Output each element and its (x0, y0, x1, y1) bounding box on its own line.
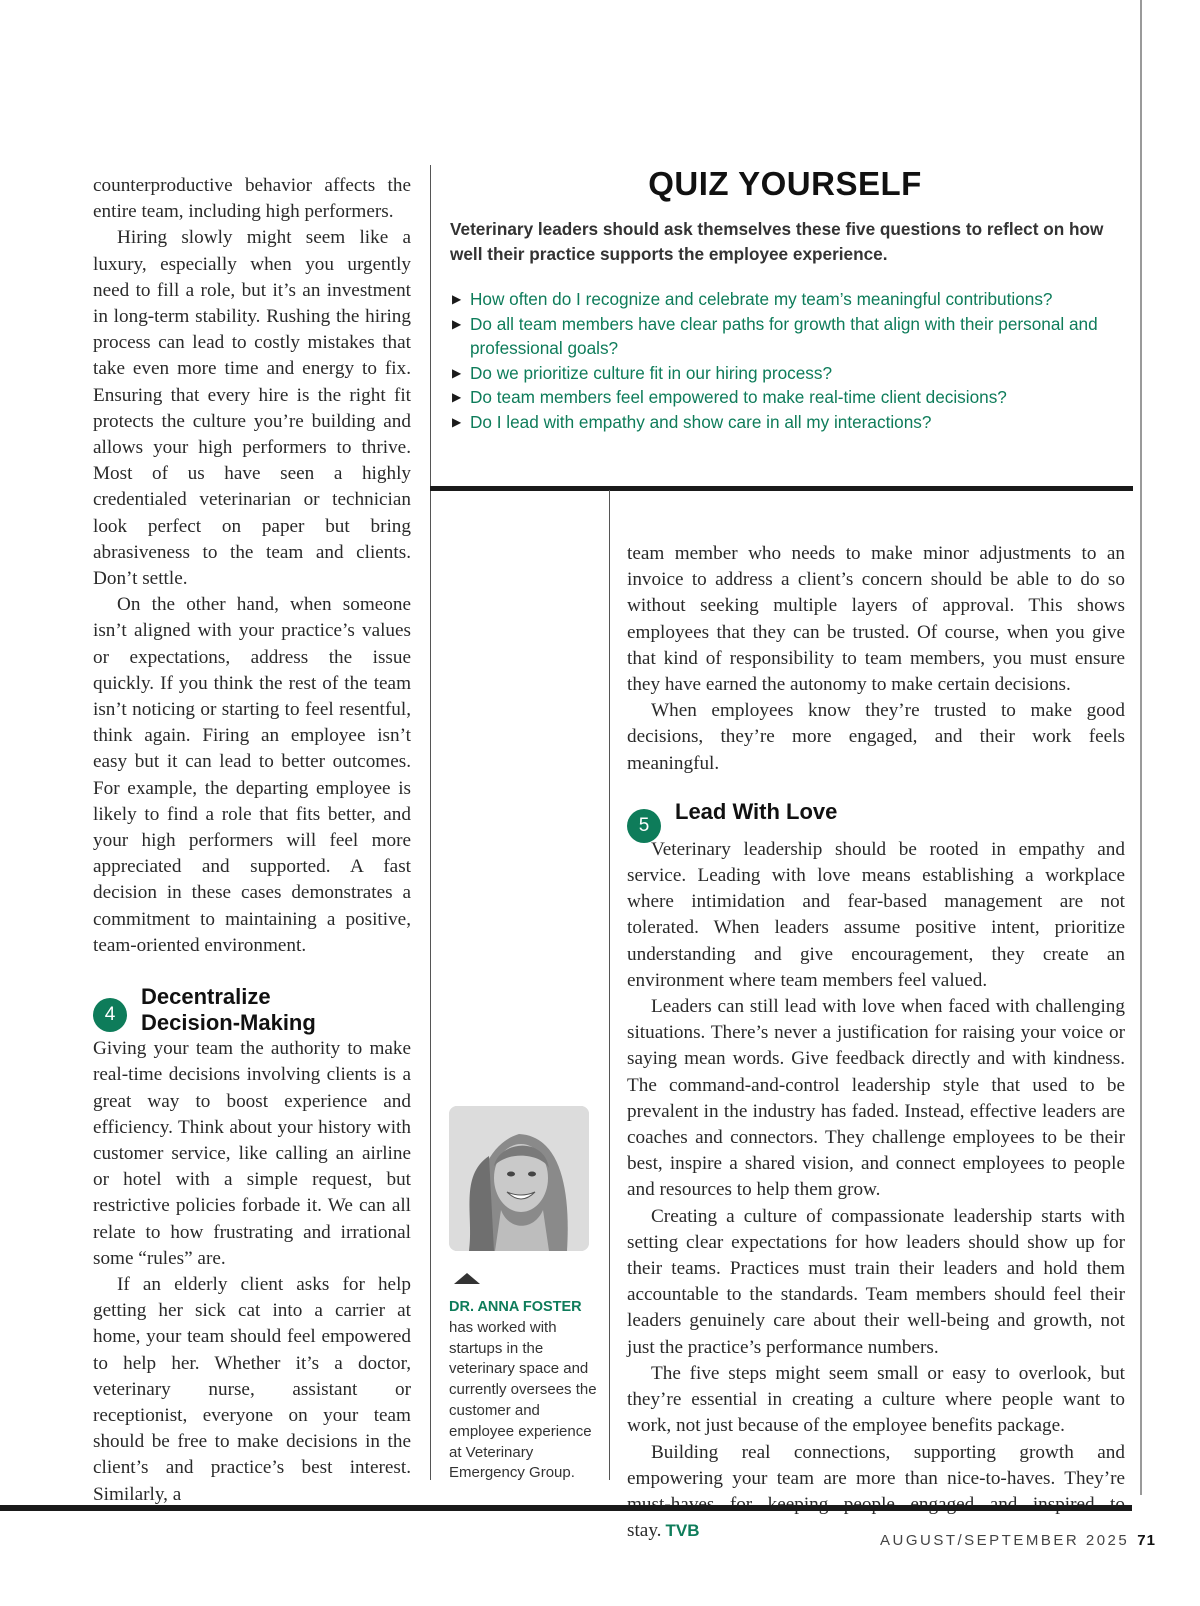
bullet-arrow-icon: ▶ (452, 365, 462, 380)
quiz-question: ▶ Do team members feel empowered to make real-time client decisions? (450, 385, 1120, 410)
article-column-right (627, 541, 1125, 1544)
paragraph: team member who needs to make minor adjustments to an invoice to address a client’s concern should be able to do so without seeking multiple layers of approval. This shows employees that they can be trusted. Of course, when you give that kind of responsibility to team members, you must ensure they have earned the autonomy to make certain decisions. (627, 543, 1125, 696)
paragraph: The five steps might seem small or easy to overlook, but they’re essential in creating a culture where people want to work, not just because of the employee benefits package. (627, 1362, 1125, 1437)
quiz-question: ▶ How often do I recognize and celebrate my team’s meaningful contributions? (450, 287, 1120, 312)
section-number-badge: 4 (93, 998, 127, 1032)
paragraph: Giving your team the authority to make real-time decisions involving clients is a great way to boost experience and efficiency. Think about your history with customer service, like calling an airline or hotel with a simple request, but restrictive policies forbade it. We can all relate to how frustrating and irrational some “rules” are. (93, 1038, 411, 1269)
author-photo (449, 1106, 589, 1251)
paragraph: counterproductive behavior affects the entire team, including high performers. (93, 175, 411, 223)
column-divider (609, 490, 610, 1480)
paragraph: Hiring slowly might seem like a luxury, especially when you urgently need to fill a role, but it’s an investment in long-term stability. Rushing the hiring process can lead to costly mistakes that take even more time and energy to fix. Ensuring that every hire is the right fit protects the culture you’re building and allows your high performers to thrive. Most of us have seen a highly credentialed veterinarian or technician look perfect on paper but bring abrasiveness to the team and clients. Don’t settle. (93, 227, 411, 590)
author-description: has worked with startups in the veterinary space and currently oversees the customer and employee experience at Veterinary Emergency Group. (449, 1318, 597, 1482)
column-divider (430, 165, 431, 1480)
quiz-title: QUIZ YOURSELF (648, 165, 922, 202)
bullet-arrow-icon: ▶ (452, 316, 462, 331)
footer-rule (0, 1505, 1132, 1511)
paragraph: When employees know they’re trusted to make good decisions, they’re more engaged, and their work feels meaningful. (627, 700, 1125, 774)
section-title-line: Decentralize (141, 984, 271, 1010)
bullet-arrow-icon: ▶ (452, 414, 462, 429)
quiz-question-list (450, 287, 1120, 435)
quiz-question: ▶ Do I lead with empathy and show care in all my interactions? (450, 410, 1120, 435)
caption-pointer-icon (454, 1273, 480, 1284)
paragraph: Creating a culture of compassionate leadership starts with setting clear expectations for how leaders should show up for their teams. Practices must train their leaders and hold them accountable to the standards. Team members should feel their leaders genuinely care about their well-being and growth, not just the practice’s performance numbers. (627, 1205, 1125, 1358)
section-title-line: Decision-Making (141, 1010, 316, 1036)
quiz-box (450, 165, 1120, 435)
issue-date: AUGUST/SEPTEMBER 2025 (880, 1532, 1130, 1549)
paragraph: On the other hand, when someone isn’t aligned with your practice’s values or expectations, address the issue quickly. If you think the rest of the team isn’t noticing or starting to feel resentful, think again. Firing an employee isn’t easy but it can lead to better outcomes. For example, the departing employee is likely to find a role that fits better, and your high performers will feel more appreciated and supported. A fast decision in these cases demonstrates a commitment to maintaining a positive, team-oriented environment. (93, 594, 411, 956)
quiz-question: ▶ Do all team members have clear paths for growth that align with their personal and professional goals? (452, 313, 1098, 359)
section-title: Lead With Love (675, 798, 838, 824)
author-bio (449, 1297, 599, 1484)
page-edge-rule (1140, 0, 1142, 1495)
tvb-end-mark: TVB (665, 1521, 700, 1541)
quiz-bottom-rule (430, 486, 1133, 491)
section-number-badge: 5 (627, 809, 661, 843)
page-footer (880, 1532, 1156, 1549)
paragraph: Building real connections, supporting growth and empowering your team are more than nice-to-haves. They’re stay. TVB (627, 1441, 1125, 1542)
bullet-arrow-icon: ▶ (452, 292, 462, 306)
author-name: DR. ANNA FOSTER (449, 1299, 582, 1315)
page-number: 71 (1137, 1532, 1156, 1549)
bullet-arrow-icon: ▶ (452, 390, 462, 405)
section-heading-4 (93, 984, 411, 1036)
paragraph: If an elderly client asks for help getting her sick cat into a carrier at home, your team should feel empowered to help her. Whether it’s a doctor, veterinary nurse, assistant or receptionist, everyone on your team should be free to make decisions in the client’s and practice’s best interest. Similarly, a (93, 1273, 411, 1505)
author-portrait-icon (449, 1106, 589, 1251)
paragraph: Leaders can still lead with love when faced with challenging situations. There’s never a justification for raising your voice or saying mean words. Give feedback directly and with kindness. The command-and-control leadership style that used to be prevalent in the industry has faded. Instead, effective leaders are coaches and connectors. They challenge employees to be their best, inspire a shared vision, and connect employees to people and resources to help them grow. (627, 996, 1125, 1201)
quiz-intro: Veterinary leaders should ask themselves these five questions to reflect on how well their practice supports the employee experience. (450, 219, 1104, 264)
paragraph: Veterinary leadership should be rooted in empathy and service. Leading with love means establishing a workplace where intimidation and fear-based management are not tolerated. When leaders assume positive intent, prioritize understanding and give encouragement, they create an environment where team members feel valued. (627, 838, 1125, 991)
section-title (141, 984, 316, 1036)
quiz-question: ▶ Do we prioritize culture fit in our hiring process? (450, 361, 1120, 386)
article-column-left (93, 173, 411, 1508)
